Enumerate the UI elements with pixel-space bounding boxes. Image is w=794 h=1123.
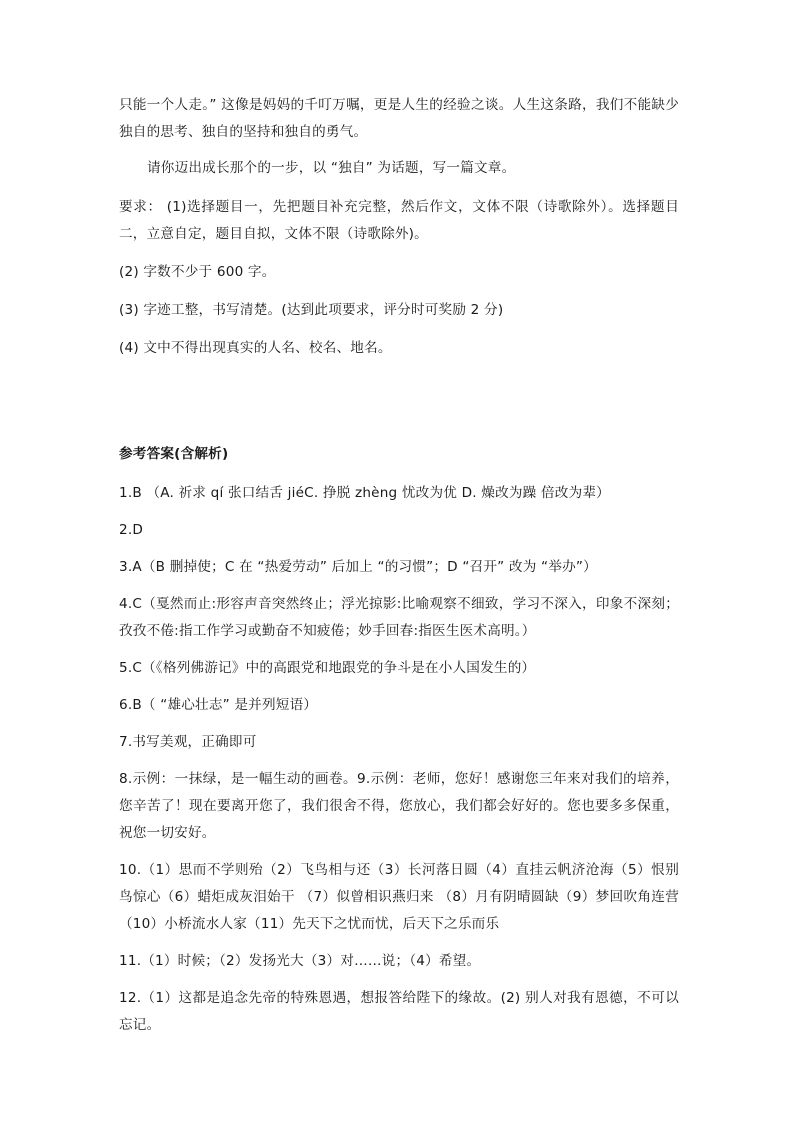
prompt-task-paragraph: 请你迈出成长那个的一步，以 “独自” 为话题，写一篇文章。: [147, 160, 516, 176]
requirement-2: (2) 字数不少于 600 字。: [119, 264, 276, 280]
answer-6: 6.B（ “雄心壮志” 是并列短语）: [119, 697, 318, 713]
answer-2: 2.D: [119, 522, 144, 538]
requirement-4: (4) 文中不得出现真实的人名、校名、地名。: [119, 340, 392, 356]
answer-4: 4.C（戛然而止:形容声音突然终止；浮光掠影:比喻观察不细致，学习不深入，印象不深刻；孜孜不倦:指工作学习或勤奋不知疲倦；妙手回春:指医生医术高明。）: [119, 596, 679, 639]
prompt-intro-paragraph: 只能一个人走。” 这像是妈妈的千叮万嘱，更是人生的经验之谈。人生这条路，我们不能缺少独自的思考、独自的坚持和独自的勇气。: [119, 97, 679, 140]
answer-5: 5.C（《格列佛游记》中的高跟党和地跟党的争斗是在小人国发生的）: [119, 660, 536, 676]
answer-11: 11.（1）时候；（2）发扬光大（3）对……说；（4）希望。: [119, 953, 481, 969]
document-body: [119, 92, 679, 1039]
answer-12: 12.（1）这都是追念先帝的特殊恩遇，想报答给陛下的缘故。(2) 别人对我有恩德，不可以忘记。: [119, 990, 679, 1033]
answer-10: 10.（1）思而不学则殆（2）飞鸟相与还（3）长河落日圆（4）直挂云帆济沧海（5）恨别鸟惊心（6）蜡炬成灰泪始干 （7）似曾相识燕归来 （8）月有阴晴圆缺（9）梦回吹角连营（10）小桥流水人家（11）先天下之忧而忧，后天下之乐而乐: [119, 862, 679, 932]
requirement-1: 要求： (1)选择题目一，先把题目补充完整，然后作文，文体不限（诗歌除外）。选择题目二，立意自定，题目自拟，文体不限（诗歌除外)。: [119, 199, 679, 242]
answer-3: 3.A（B 删掉使；C 在 “热爱劳动” 后加上 “的习惯”；D “召开” 改为 “举办”）: [119, 559, 597, 575]
answers-section-title: 参考答案(含解析): [119, 446, 229, 462]
requirement-3: (3) 字迹工整，书写清楚。(达到此项要求，评分时可奖励 2 分): [119, 302, 504, 318]
answer-7: 7.书写美观，正确即可: [119, 734, 257, 750]
answer-1: 1.B （A. 祈求 qí 张口结舌 jiéC. 挣脱 zhèng 忧改为优 D. 燥改为躁 倍改为辈）: [119, 485, 610, 501]
answer-8-9: 8.示例：一抹绿，是一幅生动的画卷。9.示例：老师，您好！感谢您三年来对我们的培养，您辛苦了！现在要离开您了，我们很舍不得，您放心，我们都会好好的。您也要多多保重，祝您一切安好。: [119, 771, 679, 841]
